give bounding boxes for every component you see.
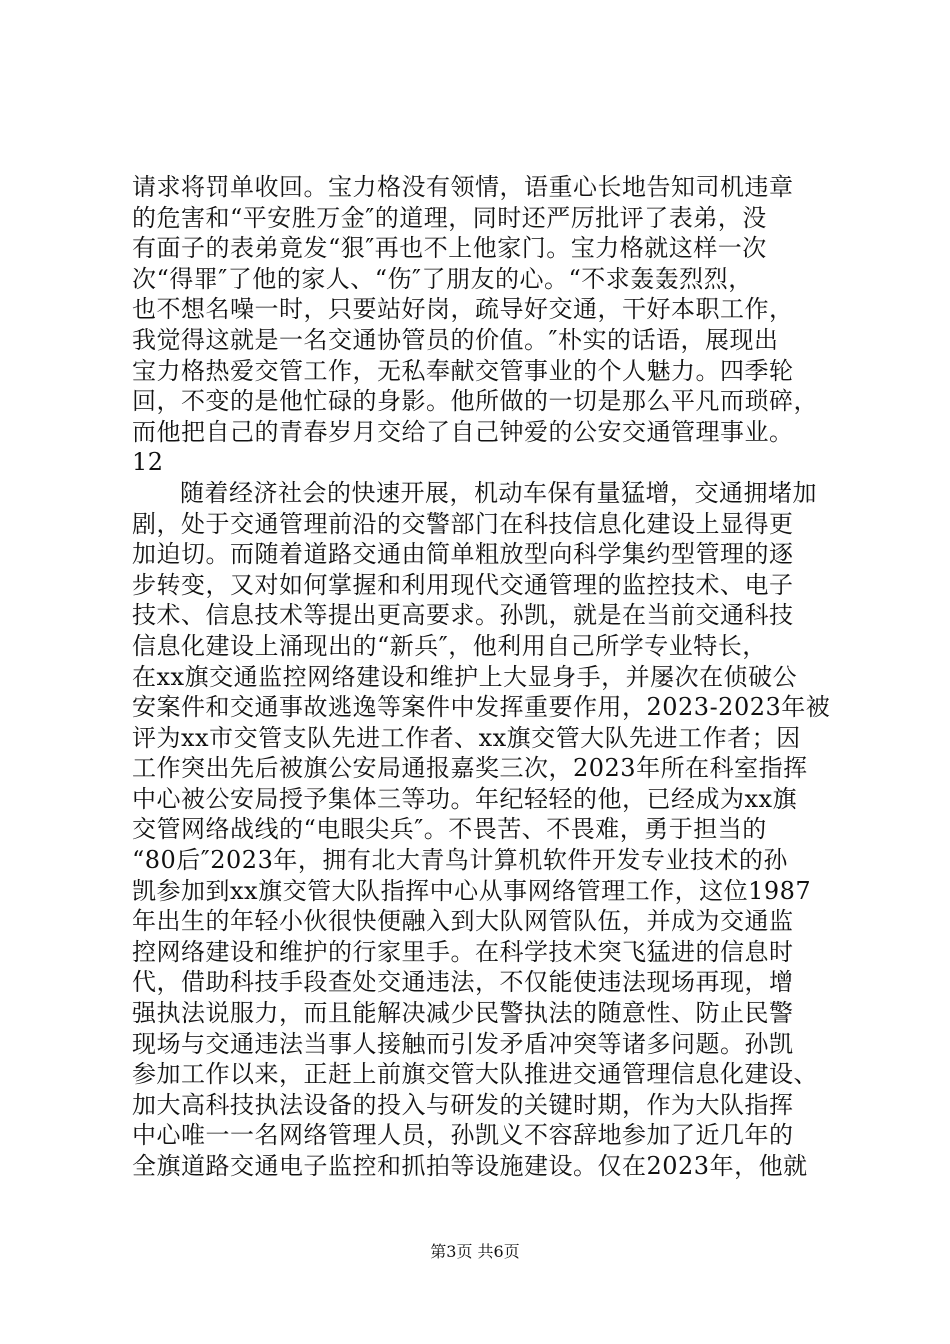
text-line: 宝力格热爱交管工作，无私奉献交管事业的个人魅力。四季轮 — [132, 356, 794, 385]
text-line: 全旗道路交通电子监控和抓拍等设施建设。仅在2023年，他就 — [132, 1152, 808, 1180]
text-line: 的危害和“平安胜万金″的道理，同时还严厉批评了表弟，没 — [132, 203, 767, 232]
text-line: 工作突出先后被旗公安局通报嘉奖三次，2023年所在科室指挥 — [132, 754, 808, 783]
text-line: 12 — [132, 448, 164, 477]
paragraph-start-line: 随着经济社会的快速开展，机动车保有量猛增，交通拥堵加 — [180, 478, 817, 507]
text-line: 步转变，又对如何掌握和利用现代交通管理的监控技术、电子 — [132, 570, 794, 599]
page-number-footer: 第3页 共6页 — [430, 1242, 520, 1261]
text-line: 我觉得这就是一名交通协管员的价值。″朴实的话语，展现出 — [132, 325, 779, 354]
text-line: 年出生的年轻小伙很快便融入到大队网管队伍，并成为交通监 — [132, 907, 794, 936]
text-line: 信息化建设上涌现出的“新兵″，他利用自己所学专业特长， — [132, 631, 767, 660]
text-line: 加迫切。而随着道路交通由简单粗放型向科学集约型管理的逐 — [132, 540, 794, 569]
text-line: 回，不变的是他忙碌的身影。他所做的一切是那么平凡而琐碎， — [132, 387, 818, 416]
text-line: 在xx旗交通监控网络建设和维护上大显身手，并屡次在侦破公 — [132, 662, 798, 691]
text-line: 控网络建设和维护的行家里手。在科学技术突飞猛进的信息时 — [132, 937, 794, 966]
text-line: 次“得罪″了他的家人、“伤″了朋友的心。“不求轰轰烈烈， — [132, 264, 753, 293]
text-line: 代，借助科技手段查处交通违法，不仅能使违法现场再现，增 — [132, 968, 794, 997]
body-text — [132, 172, 831, 1182]
text-line: 安案件和交通事故逃逸等案件中发挥重要作用，2023-2023年被 — [132, 693, 831, 722]
text-line: 而他把自己的青春岁月交给了自己钟爱的公安交通管理事业。 — [132, 417, 794, 446]
text-line: 中心被公安局授予集体三等功。年纪轻轻的他，已经成为xx旗 — [132, 784, 798, 813]
text-line: 交管网络战线的“电眼尖兵″。不畏苦、不畏难，勇于担当的 — [132, 815, 767, 844]
text-line: 参加工作以来，正赶上前旗交管大队推进交通管理信息化建设、 — [132, 1060, 818, 1089]
text-line: 强执法说服力，而且能解决减少民警执法的随意性、防止民警 — [132, 999, 794, 1028]
text-line: 评为xx市交管支队先进工作者、xx旗交管大队先进工作者；因 — [132, 723, 801, 752]
text-line: 请求将罚单收回。宝力格没有领情，语重心长地告知司机违章 — [132, 173, 794, 201]
text-line: 加大高科技执法设备的投入与研发的关键时期，作为大队指挥 — [132, 1090, 794, 1119]
text-line: 也不想名噪一时，只要站好岗，疏导好交通，干好本职工作， — [132, 295, 794, 324]
text-line: 现场与交通违法当事人接触而引发矛盾冲突等诸多问题。孙凯 — [132, 1029, 794, 1058]
text-line: “80后″2023年，拥有北大青鸟计算机软件开发专业技术的孙 — [132, 846, 788, 875]
text-line: 中心唯一一名网络管理人员，孙凯义不容辞地参加了近几年的 — [132, 1121, 794, 1150]
text-line: 有面子的表弟竟发“狠″再也不上他家门。宝力格就这样一次 — [132, 234, 767, 263]
text-line: 技术、信息技术等提出更高要求。孙凯，就是在当前交通科技 — [132, 601, 794, 630]
text-line: 凯参加到xx旗交管大队指挥中心从事网络管理工作，这位1987 — [132, 876, 812, 905]
text-line: 剧，处于交通管理前沿的交警部门在科技信息化建设上显得更 — [132, 509, 794, 538]
